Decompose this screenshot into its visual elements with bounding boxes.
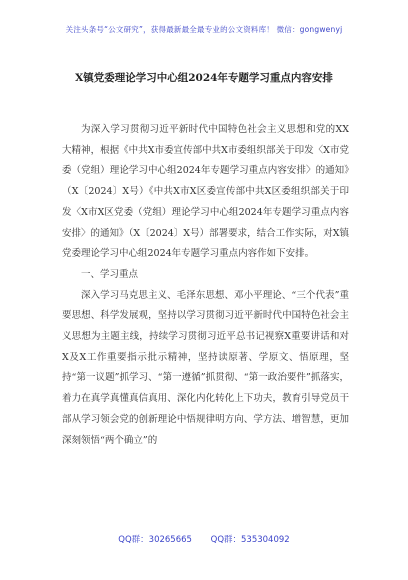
footer-qq-group-1: QQ群：30265665 — [118, 535, 192, 545]
section-heading-study-focus: 一、学习重点 — [81, 268, 139, 280]
footer — [0, 533, 408, 545]
study-focus-paragraph: 深入学习马克思主义、毛泽东思想、邓小平理论、“三个代表”重要思想、科学发展观，坚持以学习贯彻习近平新时代中国特色社会主义思想为主题主线，持续学习贯彻习近平总书记视察X重要讲话和对X及X工作重要指示批示精神，坚持读原著、学原文、悟原理，坚持“第一议题”抓学习、“第一遵循”抓贯彻、“第一政治要件”抓落实，着力在真学真懂真信真用、深化内化转化上下功夫，教育引导党员干部从学习领会党的创新理论中悟规律明方向、学方法、增智慧，更加深刻领悟“两个确立”的 — [62, 289, 349, 446]
document-title: X镇党委理论学习中心组2024年专题学习重点内容安排 — [75, 72, 333, 84]
document-body — [62, 120, 349, 451]
header-note: 关注头条号“公文研究”，获得最新最全最专业的公文资料库！ 微信：gongwenyj — [65, 25, 343, 34]
intro-paragraph: 为深入学习贯彻习近平新时代中国特色社会主义思想和党的XX大精神，根据《中共X市委宣传部中共X市委组织部关于印发〈X市党委（党组）理论学习中心组2024年专题学习重点内容安排〉的通知》（X〔2024〕X号）《中共X市X区委宣传部中共X区委组织部关于印发〈X市X区党委（党组）理论学习中心组2024年专题学习重点内容安排〉的通知》（X〔2024〕X号）部署要求，结合工作实际，对X镇党委理论学习中心组2024年专题学习重点内容作如下安排。 — [62, 124, 349, 260]
footer-qq-group-2: QQ群：535304092 — [210, 535, 290, 545]
